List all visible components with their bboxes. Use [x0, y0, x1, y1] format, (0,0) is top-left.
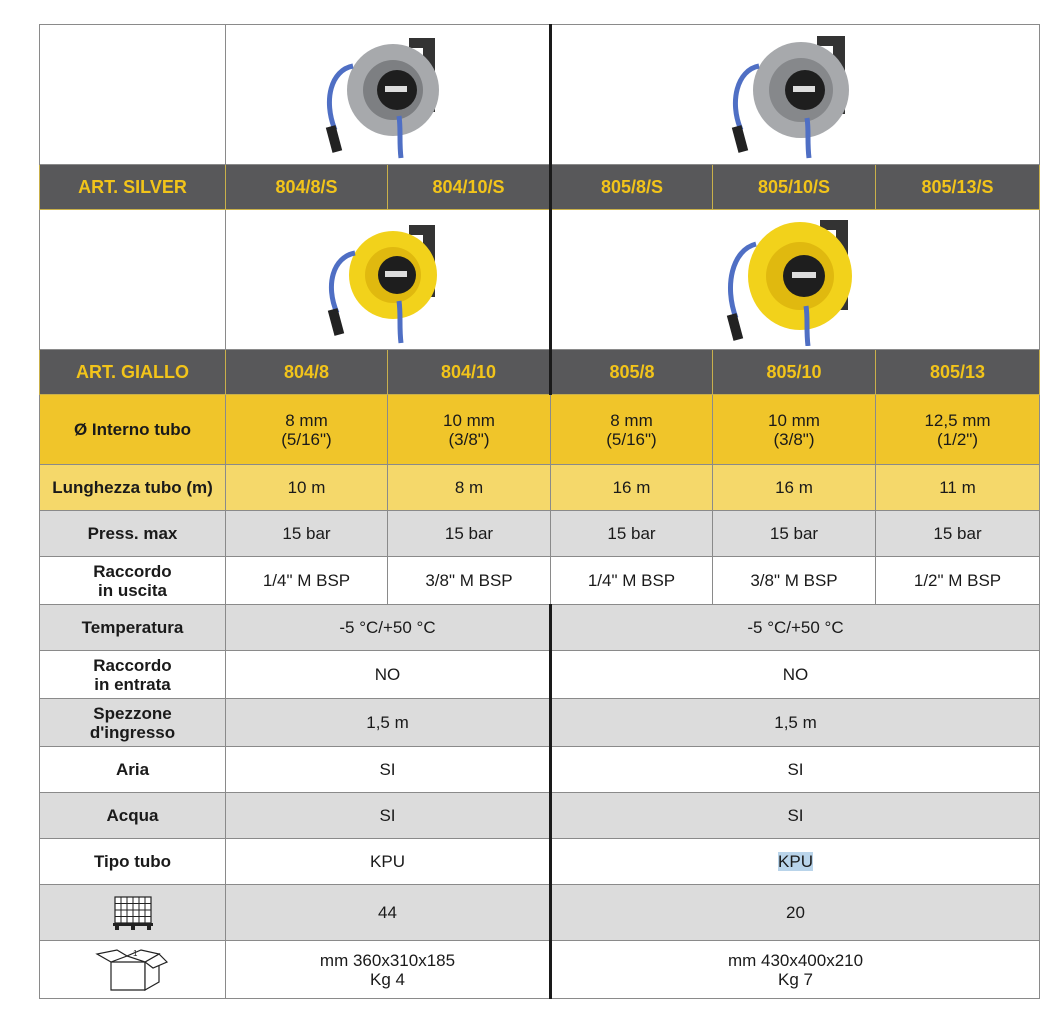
- giallo-code: 805/13: [876, 350, 1040, 395]
- silver-code: 804/8/S: [226, 165, 388, 210]
- silver-label: ART. SILVER: [40, 165, 226, 210]
- row-label: Lunghezza tubo (m): [40, 465, 226, 511]
- row-label: Raccordo in entrata: [40, 651, 226, 699]
- svg-text:1: 1: [132, 948, 137, 958]
- giallo-code-row: [40, 350, 1040, 395]
- value-cell: 15 bar: [876, 511, 1040, 557]
- value-cell: 20: [551, 885, 1040, 941]
- empty-cell: [40, 25, 226, 165]
- row-label: Aria: [40, 747, 226, 793]
- silver-code: 805/8/S: [551, 165, 713, 210]
- value-cell: 3/8" M BSP: [713, 557, 876, 605]
- value-cell: KPU: [226, 839, 551, 885]
- box-row: [40, 941, 1040, 999]
- silver-code: 805/10/S: [713, 165, 876, 210]
- value-cell: 12,5 mm (1/2"): [876, 395, 1040, 465]
- giallo-code: 805/8: [551, 350, 713, 395]
- silver-reel-804-image: [226, 25, 551, 165]
- value-cell: 44: [226, 885, 551, 941]
- entrata-row: [40, 651, 1040, 699]
- value-cell: 8 m: [388, 465, 551, 511]
- row-label: Acqua: [40, 793, 226, 839]
- value-cell: mm 430x400x210 Kg 7: [551, 941, 1040, 999]
- value-cell: SI: [551, 747, 1040, 793]
- value-cell: 15 bar: [388, 511, 551, 557]
- giallo-code: 805/10: [713, 350, 876, 395]
- giallo-code: 804/10: [388, 350, 551, 395]
- row-label: Tipo tubo: [40, 839, 226, 885]
- value-cell: 10 m: [226, 465, 388, 511]
- value-cell: mm 360x310x185 Kg 4: [226, 941, 551, 999]
- value-cell: 15 bar: [226, 511, 388, 557]
- value-cell: SI: [551, 793, 1040, 839]
- silver-code: 804/10/S: [388, 165, 551, 210]
- value-cell: 16 m: [551, 465, 713, 511]
- value-cell: SI: [226, 747, 551, 793]
- value-cell: 15 bar: [551, 511, 713, 557]
- acqua-row: [40, 793, 1040, 839]
- value-cell: 1/4" M BSP: [226, 557, 388, 605]
- silver-code: 805/13/S: [876, 165, 1040, 210]
- row-label: Raccordo in uscita: [40, 557, 226, 605]
- row-label: Ø Interno tubo: [40, 395, 226, 465]
- lunghezza-row: [40, 465, 1040, 511]
- value-cell: 1,5 m: [551, 699, 1040, 747]
- product-spec-table: [39, 24, 1040, 999]
- row-label: Press. max: [40, 511, 226, 557]
- box-icon: [40, 941, 226, 999]
- value-cell: 8 mm (5/16"): [226, 395, 388, 465]
- value-cell: SI: [226, 793, 551, 839]
- value-cell: [551, 839, 1040, 885]
- giallo-reel-805-image: [551, 210, 1040, 350]
- silver-code-row: [40, 165, 1040, 210]
- giallo-image-row: [40, 210, 1040, 350]
- row-label: Spezzone d'ingresso: [40, 699, 226, 747]
- value-cell: -5 °C/+50 °C: [226, 605, 551, 651]
- value-cell: 1/2" M BSP: [876, 557, 1040, 605]
- value-cell: 10 mm (3/8"): [388, 395, 551, 465]
- value-cell: 11 m: [876, 465, 1040, 511]
- value-cell: 16 m: [713, 465, 876, 511]
- value-cell: 8 mm (5/16"): [551, 395, 713, 465]
- value-cell: 10 mm (3/8"): [713, 395, 876, 465]
- value-cell: 1,5 m: [226, 699, 551, 747]
- giallo-code: 804/8: [226, 350, 388, 395]
- row-label: Temperatura: [40, 605, 226, 651]
- value-cell: 15 bar: [713, 511, 876, 557]
- giallo-label: ART. GIALLO: [40, 350, 226, 395]
- value-cell: 3/8" M BSP: [388, 557, 551, 605]
- highlighted-text: KPU: [778, 852, 813, 871]
- value-cell: -5 °C/+50 °C: [551, 605, 1040, 651]
- silver-reel-805-image: [551, 25, 1040, 165]
- aria-row: [40, 747, 1040, 793]
- spezzone-row: [40, 699, 1040, 747]
- pallet-icon: [40, 885, 226, 941]
- value-cell: 1/4" M BSP: [551, 557, 713, 605]
- uscita-row: [40, 557, 1040, 605]
- value-cell: NO: [551, 651, 1040, 699]
- press-row: [40, 511, 1040, 557]
- silver-image-row: [40, 25, 1040, 165]
- tipo-row: [40, 839, 1040, 885]
- interno-row: [40, 395, 1040, 465]
- pallet-row: [40, 885, 1040, 941]
- value-cell: NO: [226, 651, 551, 699]
- empty-cell: [40, 210, 226, 350]
- temperatura-row: [40, 605, 1040, 651]
- giallo-reel-804-image: [226, 210, 551, 350]
